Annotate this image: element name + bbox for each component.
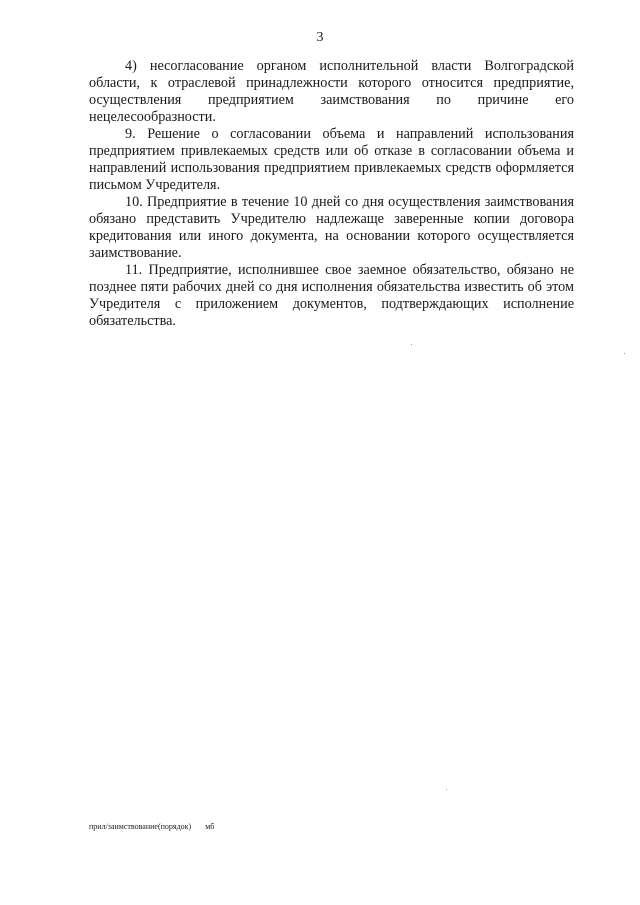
footer-initials: мб xyxy=(205,822,215,831)
scan-speck xyxy=(411,344,412,345)
document-body xyxy=(89,58,574,330)
footer-file-reference xyxy=(89,822,214,831)
scan-speck xyxy=(624,353,625,354)
scan-speck xyxy=(446,789,447,790)
paragraph-9: 9. Решение о согласовании объема и направлений использования предприятием привлекаемых средств или об отказе в согласовании объема и направлений использования предприятием привлекаемых средств оформляется письмом Учредителя. xyxy=(89,126,574,193)
page-number: 3 xyxy=(316,30,324,45)
paragraph-10: 10. Предприятие в течение 10 дней со дня осуществления заимствования обязано представить Учредителю надлежаще заверенные копии договора кредитования или иного документа, на основании которого осуществляется заимствование. xyxy=(89,194,574,261)
paragraph-item-4: 4) несогласование органом исполнительной власти Волгоградской области, к отраслевой принадлежности которого относится предприятие, осуществления предприятием заимствования по причине его нецелесообразности. xyxy=(89,58,574,125)
paragraph-11: 11. Предприятие, исполнившее свое заемное обязательство, обязано не позднее пяти рабочих дней со дня исполнения обязательства известить об этом Учредителя с приложением документов, подтверждающих исполнение обязательства. xyxy=(89,262,574,329)
footer-file-name: прил/заимствование(порядок) xyxy=(89,822,192,831)
